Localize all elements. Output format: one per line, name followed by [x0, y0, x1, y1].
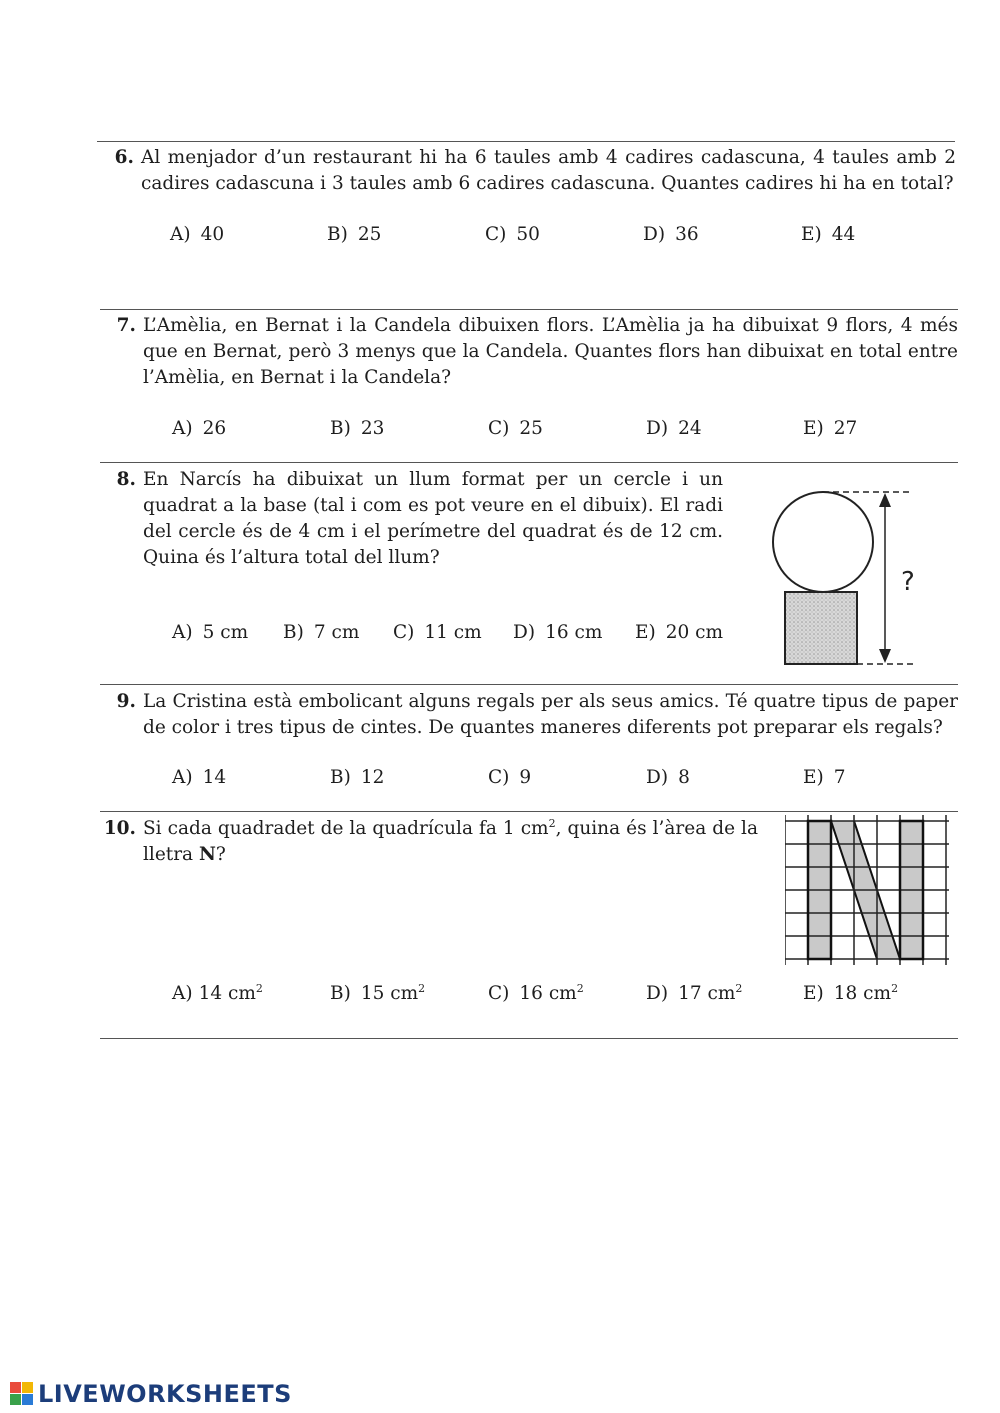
section-divider — [100, 684, 958, 685]
question-number: 7. — [116, 315, 136, 336]
option-d[interactable]: D) 8 — [646, 767, 690, 788]
question-text: La Cristina està embolicant alguns regals per als seus amics. Té quatre tipus de paper de color i tres tipus de cintes. De quantes maneres diferents pot preparar els regals? — [143, 691, 958, 738]
section-divider — [100, 462, 958, 463]
option-c[interactable]: C) 11 cm — [393, 622, 482, 643]
option-d[interactable]: D) 16 cm — [513, 622, 603, 643]
option-c[interactable]: C) 25 — [488, 418, 543, 439]
option-d[interactable]: D) 36 — [643, 224, 699, 245]
liveworksheets-logo — [10, 1380, 292, 1408]
question-number: 8. — [116, 469, 136, 490]
question-number: 6. — [114, 147, 134, 168]
option-a[interactable]: A) 26 — [172, 418, 227, 439]
option-b[interactable]: B) 12 — [330, 767, 385, 788]
option-b[interactable]: B) 25 — [327, 224, 382, 245]
question-text: Si cada quadradet de la quadrícula fa 1 $cm^2$, quina és l’àrea de la lletra N? — [143, 817, 758, 865]
option-b[interactable]: B) 7 cm — [283, 622, 360, 643]
option-d[interactable]: D) 24 — [646, 418, 702, 439]
question-text: En Narcís ha dibuixat un llum format per un cercle i un quadrat a la base (tal i com es pot veure en el dibuix). El radi del cercle és de 4 cm i el perímetre del quadrat és de 12 cm. Quina és l’altura total del llum? — [143, 469, 723, 568]
option-e[interactable]: E) 27 — [803, 418, 858, 439]
question-number: 9. — [116, 691, 136, 712]
option-a[interactable]: A) 40 — [170, 224, 225, 245]
option-b[interactable]: B) 23 — [330, 418, 385, 439]
option-c[interactable]: C) 16 $cm^2$ — [488, 982, 584, 1004]
lamp-circle — [773, 492, 873, 592]
option-a[interactable]: A) 14 $cm^2$ — [172, 982, 263, 1004]
question-number: 10. — [103, 818, 136, 839]
option-d[interactable]: D) 17 $cm^2$ — [646, 982, 743, 1004]
section-divider — [97, 141, 955, 142]
option-e[interactable]: E) 7 — [803, 767, 846, 788]
arrow-head-down — [879, 649, 891, 663]
letter-n-grid-figure — [785, 815, 955, 965]
section-divider — [100, 1038, 958, 1039]
option-a[interactable]: A) 5 cm — [172, 622, 249, 643]
logo-blocks-icon — [10, 1382, 34, 1406]
option-b[interactable]: B) 15 $cm^2$ — [330, 982, 426, 1004]
question-text: Al menjador d’un restaurant hi ha 6 taules amb 4 cadires cadascuna, 4 taules amb 2 cadires cadascuna i 3 taules amb 6 cadires cadascuna. Quantes cadires hi ha en total? — [141, 147, 956, 194]
logo-text: LIVEWORKSHEETS — [38, 1380, 292, 1408]
option-a[interactable]: A) 14 — [172, 767, 227, 788]
option-e[interactable]: E) 18 $cm^2$ — [803, 982, 899, 1004]
section-divider — [100, 309, 958, 310]
lamp-square — [785, 592, 857, 664]
question-text: L’Amèlia, en Bernat i la Candela dibuixen flors. L’Amèlia ja ha dibuixat 9 flors, 4 més que en Bernat, però 3 menys que la Candela. Quantes flors han dibuixat en total entre l’Amèlia, en Bernat i la Candela? — [143, 315, 958, 388]
section-divider — [100, 811, 958, 812]
arrow-head-up — [879, 493, 891, 507]
height-question-label: ? — [901, 567, 915, 597]
option-c[interactable]: C) 50 — [485, 224, 540, 245]
option-c[interactable]: C) 9 — [488, 767, 532, 788]
option-e[interactable]: E) 20 cm — [635, 622, 724, 643]
lamp-figure — [765, 485, 935, 670]
option-e[interactable]: E) 44 — [801, 224, 856, 245]
